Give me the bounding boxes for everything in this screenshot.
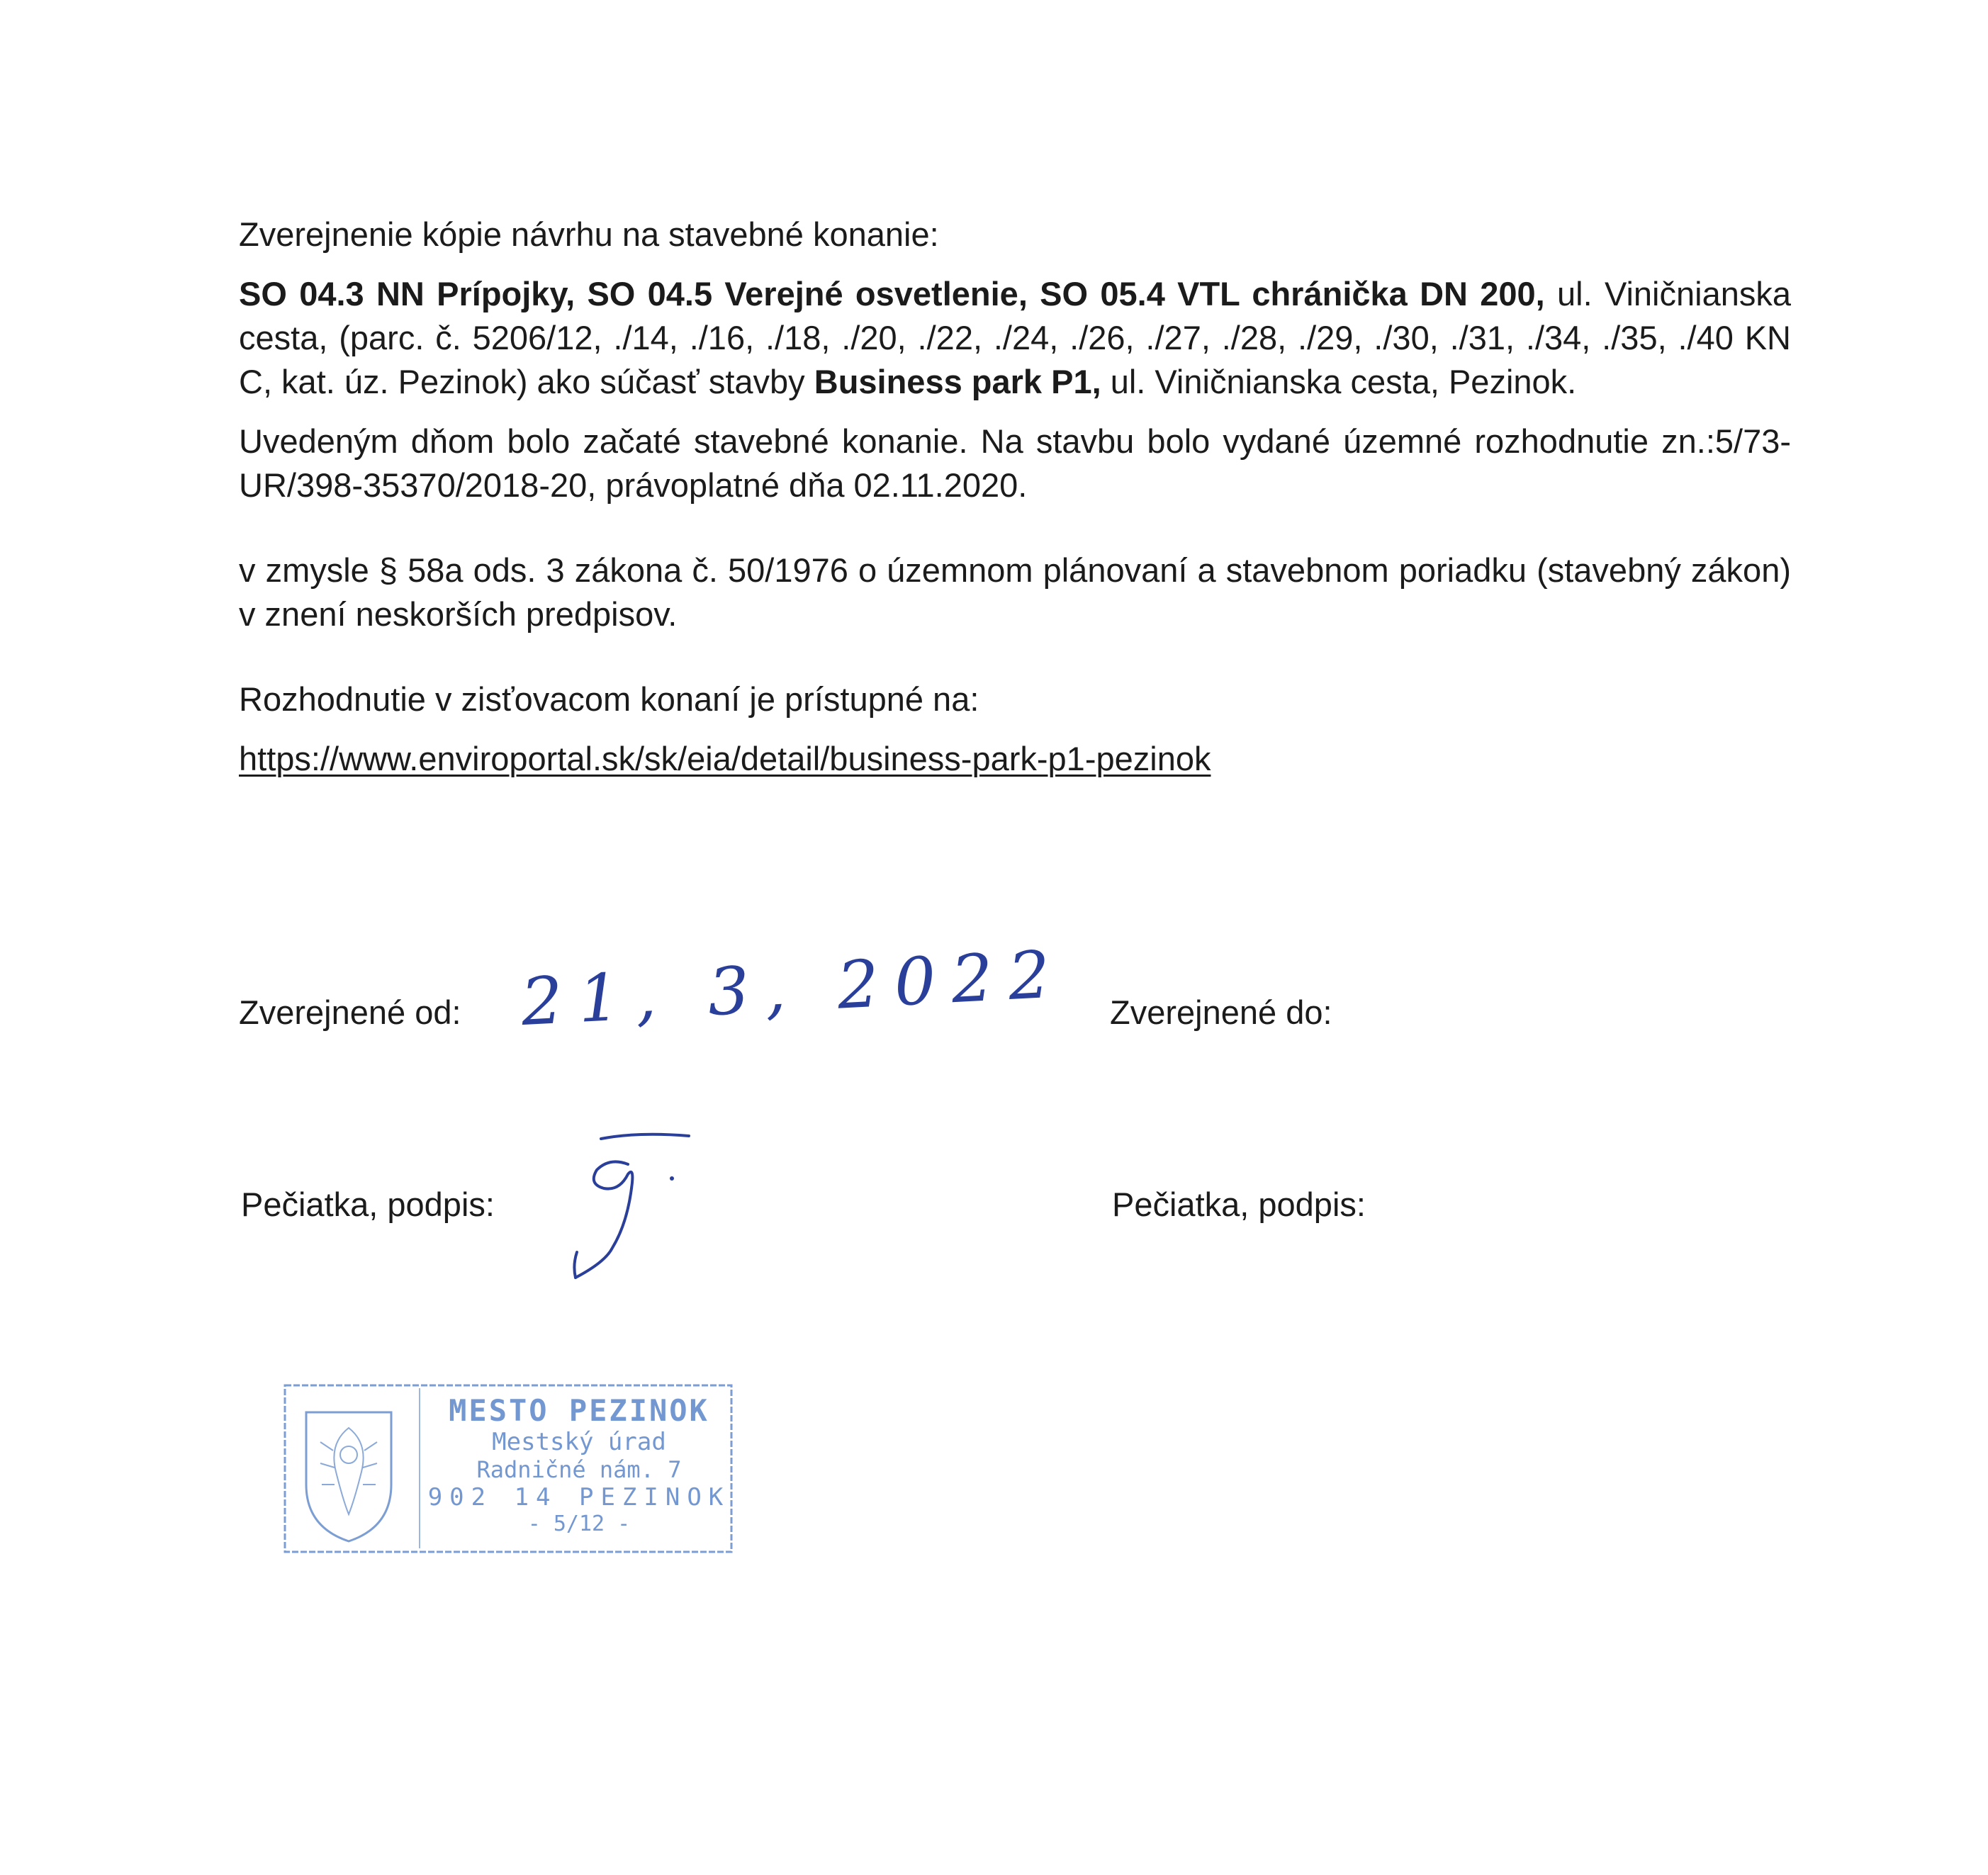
stamp-text bbox=[423, 1394, 735, 1537]
stamp-line-4: 902 14 PEZINOK bbox=[427, 1483, 731, 1511]
decision-link-row bbox=[239, 737, 1791, 781]
building-name: Business park P1, bbox=[814, 363, 1101, 400]
legal-basis: v zmysle § 58a ods. 3 zákona č. 50/1976 o územnom plánovaní a stavebnom poriadku (stavebný zákon) v znení neskorších predpisov. bbox=[239, 551, 1791, 633]
project-objects: SO 04.3 NN Prípojky, SO 04.5 Verejné osvetlenie, SO 05.4 VTL chránička DN 200, bbox=[239, 275, 1545, 312]
right-stamp-signature-label: Pečiatka, podpis: bbox=[1112, 1186, 1366, 1223]
decision-link[interactable]: https://www.enviroportal.sk/sk/eia/detail/business-park-p1-pezinok bbox=[239, 740, 1211, 777]
stamp-line-3: Radničné nám. 7 bbox=[476, 1456, 682, 1483]
decision-intro: Rozhodnutie v zisťovacom konaní je prístupné na: bbox=[239, 680, 979, 718]
started-notice: Uvedeným dňom bolo začaté stavebné konanie. Na stavbu bolo vydané územné rozhodnutie zn.:5/73-UR/398-35370/2018-20, právoplatné dňa 02.11.2020. bbox=[239, 422, 1791, 504]
signature-image bbox=[560, 1123, 702, 1286]
intro-text: Zverejnenie kópie návrhu na stavebné konanie: bbox=[239, 215, 939, 253]
published-from-label: Zverejnené od: bbox=[239, 993, 461, 1031]
published-to-label: Zverejnené do: bbox=[1110, 993, 1332, 1031]
city-office-stamp bbox=[278, 1378, 739, 1559]
document-body bbox=[239, 213, 1791, 796]
stamp-line-2: Mestský úrad bbox=[492, 1428, 666, 1456]
project-location: ul. Viničnianska cesta, Pezinok. bbox=[1101, 363, 1577, 400]
project-parcels: ul. Viničnianska cesta, (parc. č. 5206/12, ./14, ./16, ./18, ./20, ./22, ./24, ./26, ./27, ./28, ./29, ./30, ./31, ./34, ./35, ./40 KN C, kat. úz. Pezinok) ako súčasť stavby bbox=[239, 275, 1791, 400]
left-stamp-signature-label: Pečiatka, podpis: bbox=[241, 1186, 495, 1223]
project-description bbox=[239, 272, 1791, 404]
published-from-date-handwritten: 21, 3, 2022 bbox=[519, 935, 1067, 1041]
stamp-line-5: - 5/12 - bbox=[527, 1511, 631, 1536]
stamp-line-1: MESTO PEZINOK bbox=[449, 1393, 709, 1428]
